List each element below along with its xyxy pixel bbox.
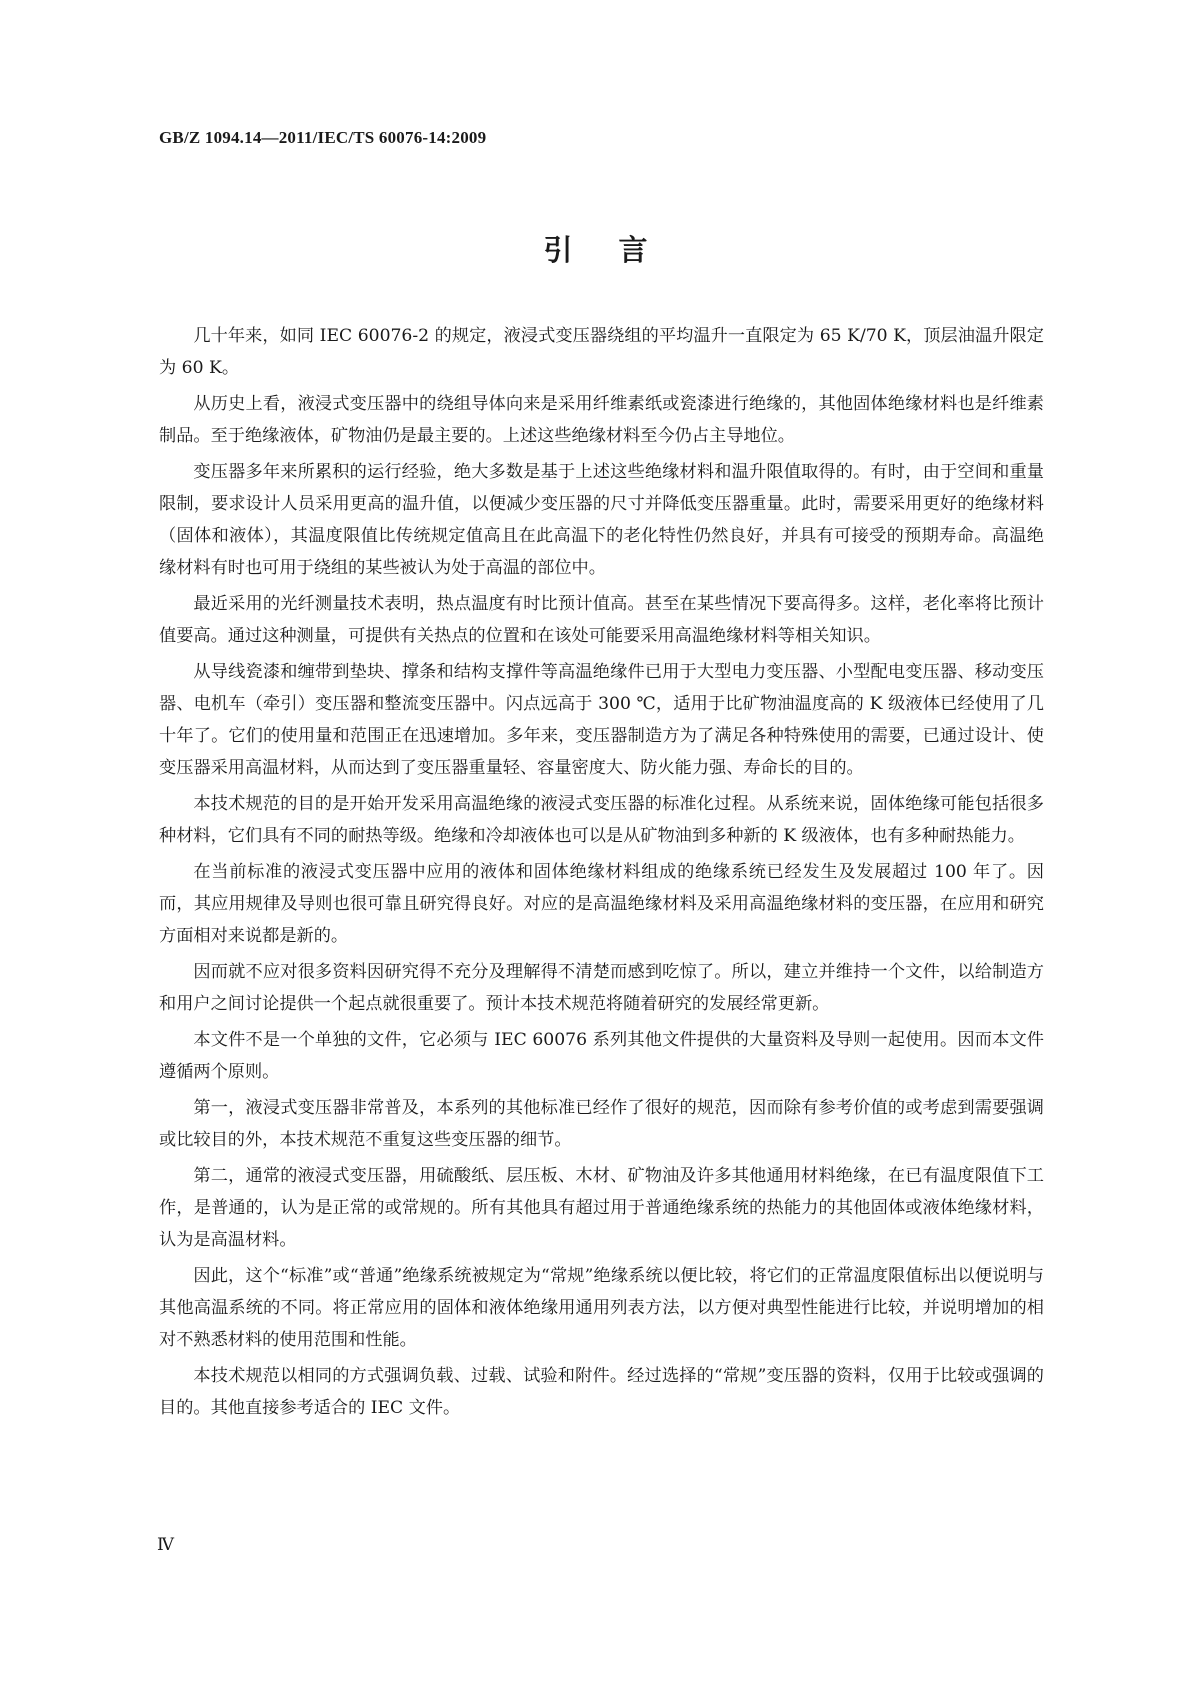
paragraph-10: 第一，液浸式变压器非常普及，本系列的其他标准已经作了很好的规范，因而除有参考价值的或考虑到需要强调或比较目的外，本技术规范不重复这些变压器的细节。 <box>159 1098 1044 1150</box>
paragraph-1: 几十年来，如同 IEC 60076-2 的规定，液浸式变压器绕组的平均温升一直限定为 65 K/70 K，顶层油温升限定为 60 K。 <box>159 326 1044 378</box>
page-number: Ⅳ <box>157 1535 174 1554</box>
paragraph-4: 最近采用的光纤测量技术表明，热点温度有时比预计值高。甚至在某些情况下要高得多。这样，老化率将比预计值要高。通过这种测量，可提供有关热点的位置和在该处可能要采用高温绝缘材料等相关知识。 <box>159 594 1044 646</box>
body-text <box>159 320 1044 1428</box>
paragraph-9: 本文件不是一个单独的文件，它必须与 IEC 60076 系列其他文件提供的大量资料及导则一起使用。因而本文件遵循两个原则。 <box>159 1030 1044 1082</box>
paragraph-8: 因而就不应对很多资料因研究得不充分及理解得不清楚而感到吃惊了。所以，建立并维持一个文件，以给制造方和用户之间讨论提供一个起点就很重要了。预计本技术规范将随着研究的发展经常更新。 <box>159 962 1044 1014</box>
standard-code-header: GB/Z 1094.14—2011/IEC/TS 60076-14:2009 <box>159 128 487 147</box>
page-title: 引言 <box>543 233 694 267</box>
paragraph-3: 变压器多年来所累积的运行经验，绝大多数是基于上述这些绝缘材料和温升限值取得的。有时，由于空间和重量限制，要求设计人员采用更高的温升值，以便减少变压器的尺寸并降低变压器重量。此时，需要采用更好的绝缘材料（固体和液体），其温度限值比传统规定值高且在此高温下的老化特性仍然良好，并具有可接受的预期寿命。高温绝缘材料有时也可用于绕组的某些被认为处于高温的部位中。 <box>159 462 1044 578</box>
paragraph-2: 从历史上看，液浸式变压器中的绕组导体向来是采用纤维素纸或瓷漆进行绝缘的，其他固体绝缘材料也是纤维素制品。至于绝缘液体，矿物油仍是最主要的。上述这些绝缘材料至今仍占主导地位。 <box>159 394 1044 446</box>
paragraph-7: 在当前标准的液浸式变压器中应用的液体和固体绝缘材料组成的绝缘系统已经发生及发展超过 100 年了。因而，其应用规律及导则也很可靠且研究得良好。对应的是高温绝缘材料及采用高温绝缘材料的变压器，在应用和研究方面相对来说都是新的。 <box>159 862 1044 946</box>
paragraph-13: 本技术规范以相同的方式强调负载、过载、试验和附件。经过选择的“常规”变压器的资料，仅用于比较或强调的目的。其他直接参考适合的 IEC 文件。 <box>159 1366 1044 1418</box>
paragraph-5: 从导线瓷漆和缠带到垫块、撑条和结构支撑件等高温绝缘件已用于大型电力变压器、小型配电变压器、移动变压器、电机车（牵引）变压器和整流变压器中。闪点远高于 300 ℃，适用于比矿物油温度高的 K 级液体已经使用了几十年了。它们的使用量和范围正在迅速增加。多年来，变压器制造方为了满足各种特殊使用的需要，已通过设计、使变压器采用高温材料，从而达到了变压器重量轻、容量密度大、防火能力强、寿命长的目的。 <box>159 662 1044 778</box>
paragraph-6: 本技术规范的目的是开始开发采用高温绝缘的液浸式变压器的标准化过程。从系统来说，固体绝缘可能包括很多种材料，它们具有不同的耐热等级。绝缘和冷却液体也可以是从矿物油到多种新的 K 级液体，也有多种耐热能力。 <box>159 794 1044 846</box>
paragraph-12: 因此，这个“标准”或“普通”绝缘系统被规定为“常规”绝缘系统以便比较，将它们的正常温度限值标出以便说明与其他高温系统的不同。将正常应用的固体和液体绝缘用通用列表方法，以方便对典型性能进行比较，并说明增加的相对不熟悉材料的使用范围和性能。 <box>159 1266 1044 1350</box>
paragraph-11: 第二，通常的液浸式变压器，用硫酸纸、层压板、木材、矿物油及许多其他通用材料绝缘，在已有温度限值下工作，是普通的，认为是正常的或常规的。所有其他具有超过用于普通绝缘系统的热能力的其他固体或液体绝缘材料，认为是高温材料。 <box>159 1166 1044 1250</box>
